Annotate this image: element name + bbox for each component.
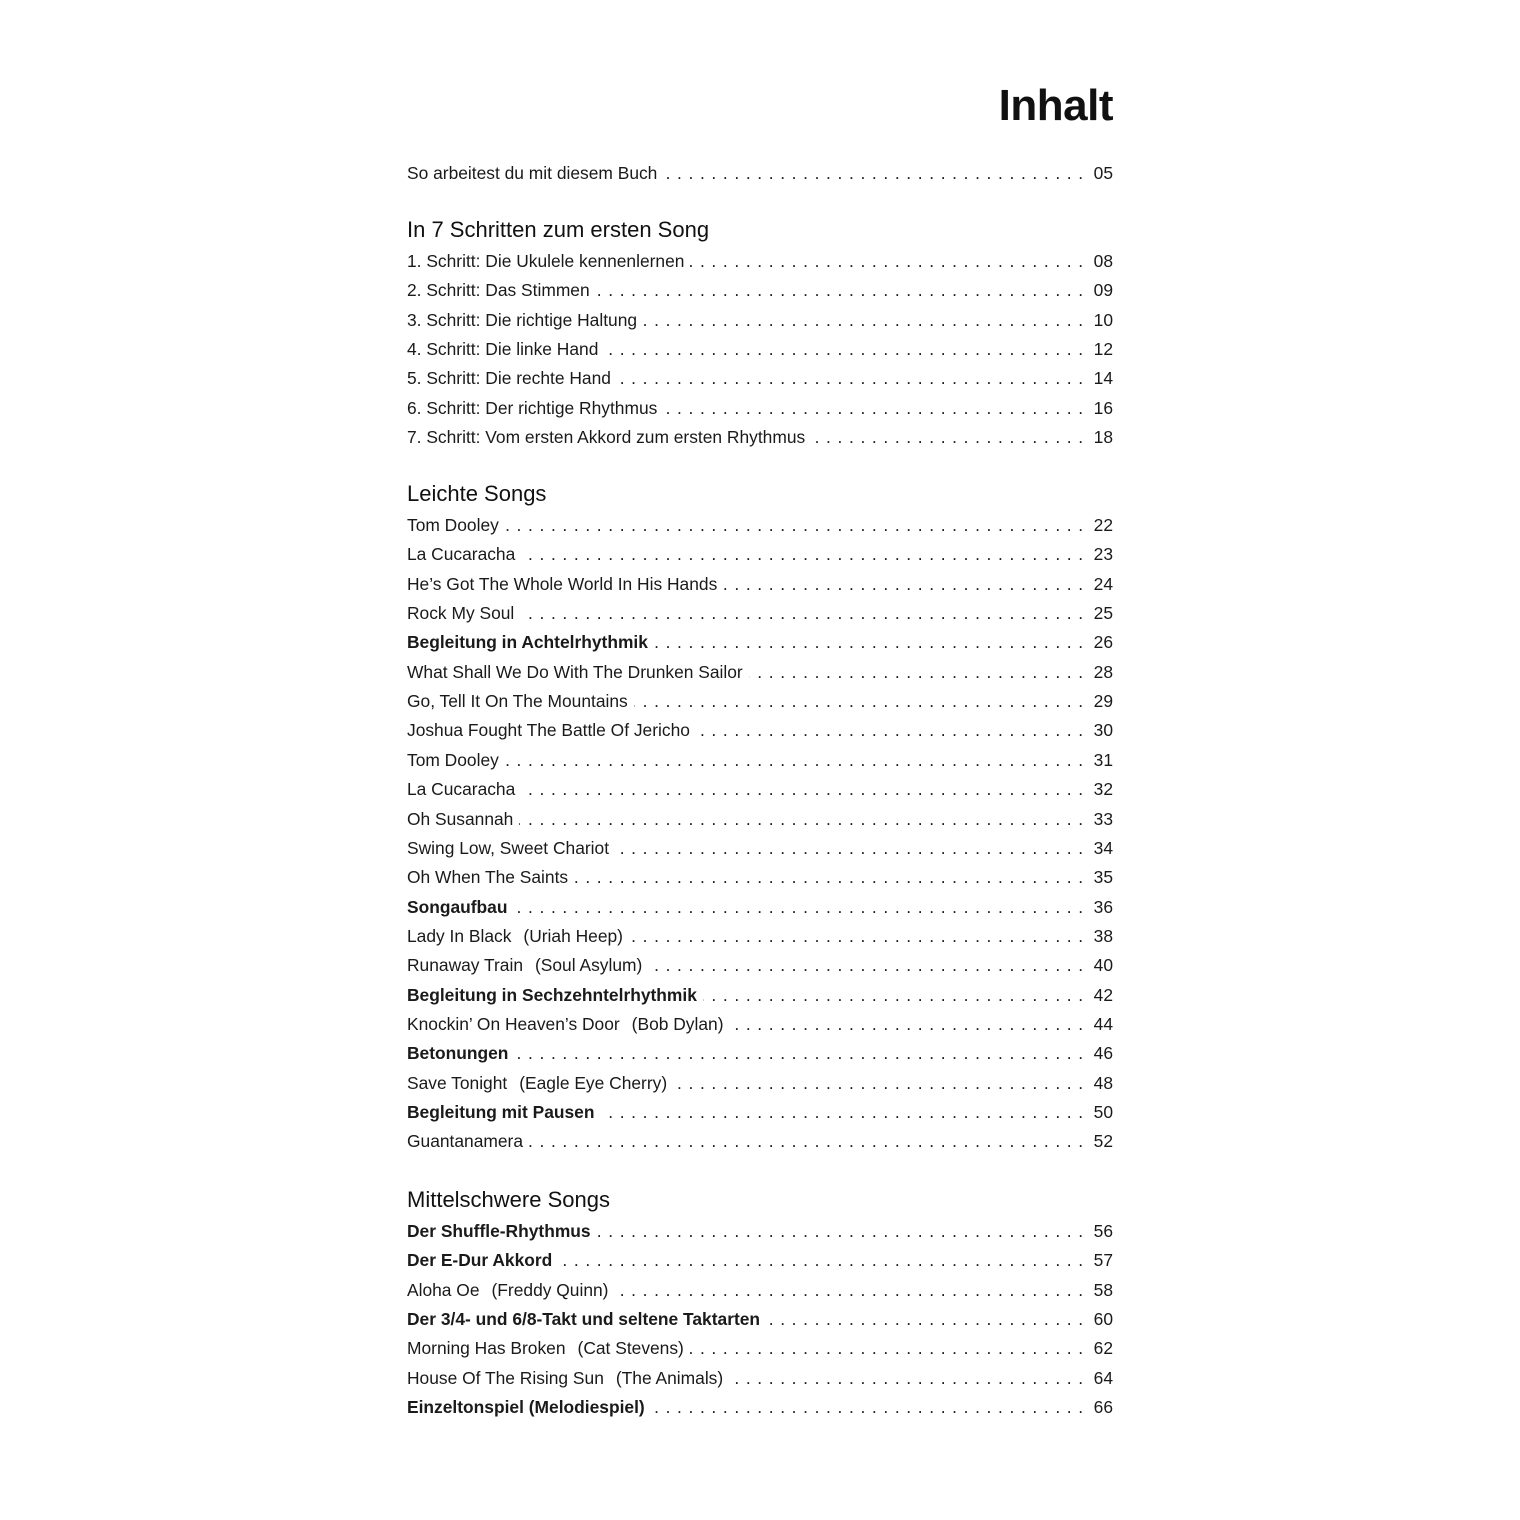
toc-page-number: 58	[1093, 1279, 1113, 1300]
toc-entry	[407, 424, 1113, 450]
toc-entry-title: Der E-Dur Akkord	[407, 1250, 553, 1271]
toc-entry	[407, 717, 1113, 743]
toc-entry-artist: (Uriah Heep)	[523, 925, 623, 946]
dot-leader	[614, 1277, 1084, 1303]
toc-entry-label	[407, 1394, 651, 1420]
toc-entry-label	[407, 982, 703, 1008]
toc-entry	[407, 923, 1113, 949]
toc-entry-artist: (Soul Asylum)	[535, 955, 643, 976]
toc-entry-label	[407, 1277, 614, 1303]
dot-leader	[617, 365, 1084, 391]
toc-entry-title: Rock My Soul	[407, 603, 515, 624]
toc-page-number: 30	[1093, 720, 1113, 741]
toc-page-number: 05	[1093, 163, 1113, 183]
toc-page-number: 57	[1093, 1250, 1113, 1271]
toc-entry-label	[407, 952, 648, 978]
toc-entry-title: Go, Tell It On The Mountains	[407, 691, 628, 712]
toc-entry-title: Tom Dooley	[407, 515, 499, 535]
toc-entry-title: What Shall We Do With The Drunken Sailor	[407, 661, 743, 682]
toc-entry-title: Morning Has Broken	[407, 1338, 566, 1359]
toc-page-number: 09	[1093, 280, 1113, 301]
toc-entry-label	[407, 1128, 529, 1154]
toc-entry-title: 2. Schritt: Das Stimmen	[407, 280, 590, 301]
dot-leader	[521, 776, 1084, 802]
dot-leader	[629, 923, 1084, 949]
toc-page-number: 32	[1093, 779, 1113, 800]
toc-entry	[407, 688, 1113, 714]
toc-entry-label	[407, 307, 643, 333]
toc-entry	[407, 629, 1113, 655]
toc-page-number: 50	[1093, 1102, 1113, 1122]
toc-entry	[407, 365, 1113, 391]
toc-page-number: 08	[1093, 251, 1113, 271]
toc-entry-label	[407, 923, 629, 949]
dot-leader	[615, 835, 1084, 861]
dot-leader	[696, 717, 1084, 743]
toc-entry-label	[407, 894, 513, 920]
toc-entry-title: Songaufbau	[407, 896, 508, 917]
toc-entry-title: Aloha Oe	[407, 1279, 480, 1300]
toc-entry-label	[407, 571, 723, 597]
toc-entry-title: Begleitung in Sechzehntelrhythmik	[407, 984, 697, 1005]
section-heading: In 7 Schritten zum ersten Song	[407, 217, 710, 242]
toc-entry-label	[407, 1070, 673, 1096]
toc-entry	[407, 277, 1113, 303]
dot-leader	[749, 659, 1084, 685]
toc-entry-label	[407, 1218, 597, 1244]
toc-entry-label	[407, 688, 634, 714]
toc-page-number: 38	[1093, 925, 1113, 946]
toc-entry	[407, 336, 1113, 362]
toc-page-number: 16	[1093, 397, 1113, 418]
dot-leader	[673, 1070, 1084, 1096]
toc-entry	[407, 1070, 1113, 1096]
toc-page-number: 35	[1093, 867, 1113, 888]
dot-leader	[651, 1394, 1084, 1420]
toc-page-number: 60	[1093, 1309, 1113, 1330]
dot-leader	[654, 629, 1084, 655]
toc-entry-label	[407, 1335, 690, 1361]
toc-page-number: 48	[1093, 1072, 1113, 1093]
toc-entry	[407, 982, 1113, 1008]
toc-entry-title: Save Tonight	[407, 1072, 508, 1093]
toc-entry-label	[407, 806, 519, 832]
toc-entry	[407, 248, 1113, 274]
dot-leader	[690, 248, 1084, 274]
dot-leader	[663, 160, 1084, 186]
toc-entry-title: Einzeltonspiel (Melodiespiel)	[407, 1397, 645, 1418]
toc-entry	[407, 1128, 1113, 1154]
toc-entry-label	[407, 541, 521, 567]
toc-entry	[407, 776, 1113, 802]
toc-entry-title: Guantanamera	[407, 1131, 524, 1152]
toc-entry-title: Begleitung in Achtelrhythmik	[407, 632, 648, 653]
toc-page-number: 18	[1093, 427, 1113, 448]
toc-entry-label	[407, 600, 520, 626]
dot-leader	[521, 541, 1084, 567]
toc-entry-label	[407, 277, 596, 303]
toc-entry	[407, 806, 1113, 832]
dot-leader	[663, 395, 1084, 421]
toc-page-number: 56	[1093, 1221, 1113, 1241]
dot-leader	[505, 512, 1084, 538]
toc-entry-title: 3. Schritt: Die richtige Haltung	[407, 309, 638, 330]
toc-entry-label	[407, 659, 749, 685]
toc-page-number: 36	[1093, 896, 1113, 917]
toc-entry-title: Lady In Black	[407, 925, 512, 946]
toc-entry	[407, 307, 1113, 333]
page-title: Inhalt	[998, 81, 1113, 130]
dot-leader	[574, 864, 1084, 890]
dot-leader	[634, 688, 1084, 714]
toc-entry	[407, 395, 1113, 421]
toc-page-number: 52	[1093, 1131, 1113, 1152]
toc-entry-label	[407, 424, 811, 450]
toc-page-number: 29	[1093, 691, 1113, 712]
toc-entry-title: 5. Schritt: Die rechte Hand	[407, 368, 611, 389]
toc-entry	[407, 1247, 1113, 1273]
toc-page-number: 14	[1093, 368, 1113, 389]
toc-page-number: 31	[1093, 749, 1113, 770]
toc-page-number: 66	[1093, 1397, 1113, 1418]
toc-entry-title: Runaway Train	[407, 955, 523, 976]
dot-leader	[505, 747, 1084, 773]
toc-entry	[407, 1218, 1113, 1244]
toc-page-number: 22	[1093, 515, 1113, 535]
toc-entry-label	[407, 1011, 730, 1037]
toc-entry	[407, 835, 1113, 861]
dot-leader	[596, 277, 1084, 303]
toc-page-number: 33	[1093, 808, 1113, 829]
toc-page-number: 40	[1093, 955, 1113, 976]
toc-entry-label	[407, 717, 696, 743]
toc-entry-label	[407, 864, 574, 890]
toc-entry	[407, 600, 1113, 626]
toc-entry-artist: (Freddy Quinn)	[491, 1279, 609, 1300]
toc-entry	[407, 1335, 1113, 1361]
toc-entry-label	[407, 1247, 558, 1273]
dot-leader	[729, 1365, 1084, 1391]
dot-leader	[513, 894, 1084, 920]
dot-leader	[558, 1247, 1084, 1273]
toc-page-number: 42	[1093, 984, 1113, 1005]
toc-entry-title: Begleitung mit Pausen	[407, 1102, 595, 1122]
toc-entry-title: 7. Schritt: Vom ersten Akkord zum ersten Rhythmus	[407, 427, 806, 448]
toc-entry-title: Der Shuffle-Rhythmus	[407, 1221, 591, 1241]
toc-entry	[407, 659, 1113, 685]
toc-entry-artist: (Bob Dylan)	[631, 1013, 724, 1034]
toc-page-number: 44	[1093, 1013, 1113, 1034]
toc-page-number: 34	[1093, 837, 1113, 858]
section-heading: Mittelschwere Songs	[407, 1187, 610, 1212]
toc-entry-title: So arbeitest du mit diesem Buch	[407, 163, 658, 183]
toc-entry-label	[407, 160, 663, 186]
toc-entry-label	[407, 1040, 514, 1066]
toc-entry-label	[407, 1306, 766, 1332]
toc-entry	[407, 952, 1113, 978]
toc-entry-title: 6. Schritt: Der richtige Rhythmus	[407, 397, 658, 418]
toc-entry-title: He’s Got The Whole World In His Hands	[407, 573, 718, 594]
toc-entry	[407, 1277, 1113, 1303]
toc-entry	[407, 864, 1113, 890]
toc-entry-label	[407, 747, 505, 773]
toc-entry-label	[407, 629, 654, 655]
dot-leader	[723, 571, 1084, 597]
toc-page-number: 28	[1093, 661, 1113, 682]
toc-entry	[407, 1011, 1113, 1037]
toc-entry-title: Joshua Fought The Battle Of Jericho	[407, 720, 690, 741]
toc-entry-label	[407, 776, 521, 802]
toc-page-number: 46	[1093, 1043, 1113, 1064]
toc-entry-title: Betonungen	[407, 1043, 509, 1064]
toc-page-number: 24	[1093, 573, 1113, 594]
toc-entry-artist: (The Animals)	[615, 1367, 724, 1388]
toc-entry-label	[407, 248, 690, 274]
dot-leader	[604, 336, 1084, 362]
toc-entry	[407, 571, 1113, 597]
toc-entry-title: Der 3/4- und 6/8-Takt und seltene Taktarten	[407, 1309, 761, 1330]
dot-leader	[690, 1335, 1084, 1361]
dot-leader	[811, 424, 1084, 450]
toc-entry-label	[407, 336, 604, 362]
toc-entry-title: Oh Susannah	[407, 808, 514, 829]
toc-entry-title: House Of The Rising Sun	[407, 1367, 604, 1388]
toc-page-number: 10	[1093, 309, 1113, 330]
dot-leader	[643, 307, 1084, 333]
toc-entry-label	[407, 1365, 729, 1391]
toc-entry-artist: (Cat Stevens)	[577, 1338, 684, 1359]
toc-entry-title: Swing Low, Sweet Chariot	[407, 837, 610, 858]
toc-entry	[407, 1099, 1113, 1125]
toc-entry-title: Knockin’ On Heaven’s Door	[407, 1013, 620, 1034]
dot-leader	[514, 1040, 1084, 1066]
dot-leader	[520, 600, 1084, 626]
toc-entry	[407, 894, 1113, 920]
toc-entry-title: Tom Dooley	[407, 749, 499, 770]
toc-entry	[407, 160, 1113, 186]
toc-entry	[407, 1394, 1113, 1420]
toc-entry-artist: (Eagle Eye Cherry)	[519, 1072, 668, 1093]
toc-entry	[407, 512, 1113, 538]
toc-entry-label	[407, 835, 615, 861]
dot-leader	[600, 1099, 1084, 1125]
toc-entry-label	[407, 365, 617, 391]
toc-entry	[407, 1306, 1113, 1332]
toc-entry-label	[407, 395, 663, 421]
toc-page-number: 64	[1093, 1367, 1113, 1388]
dot-leader	[529, 1128, 1084, 1154]
toc-page-number: 26	[1093, 632, 1113, 653]
dot-leader	[597, 1218, 1084, 1244]
dot-leader	[703, 982, 1084, 1008]
toc-entry-label	[407, 512, 505, 538]
dot-leader	[766, 1306, 1084, 1332]
dot-leader	[648, 952, 1084, 978]
toc-entry	[407, 1365, 1113, 1391]
toc-entry-title: Oh When The Saints	[407, 867, 569, 888]
toc-entry	[407, 1040, 1113, 1066]
toc-page-number: 23	[1093, 544, 1113, 565]
toc-page-number: 62	[1093, 1338, 1113, 1359]
toc-entry	[407, 541, 1113, 567]
toc-entry-title: 1. Schritt: Die Ukulele kennenlernen	[407, 251, 685, 271]
toc-page-number: 12	[1093, 339, 1113, 360]
toc-entry-title: 4. Schritt: Die linke Hand	[407, 339, 599, 360]
dot-leader	[730, 1011, 1085, 1037]
toc-entry-title: La Cucaracha	[407, 779, 516, 800]
toc-entry	[407, 747, 1113, 773]
section-heading: Leichte Songs	[407, 481, 547, 506]
toc-entry-title: La Cucaracha	[407, 544, 516, 565]
toc-page	[407, 0, 1113, 1520]
toc-entry-label	[407, 1099, 600, 1125]
dot-leader	[519, 806, 1084, 832]
toc-page-number: 25	[1093, 603, 1113, 624]
